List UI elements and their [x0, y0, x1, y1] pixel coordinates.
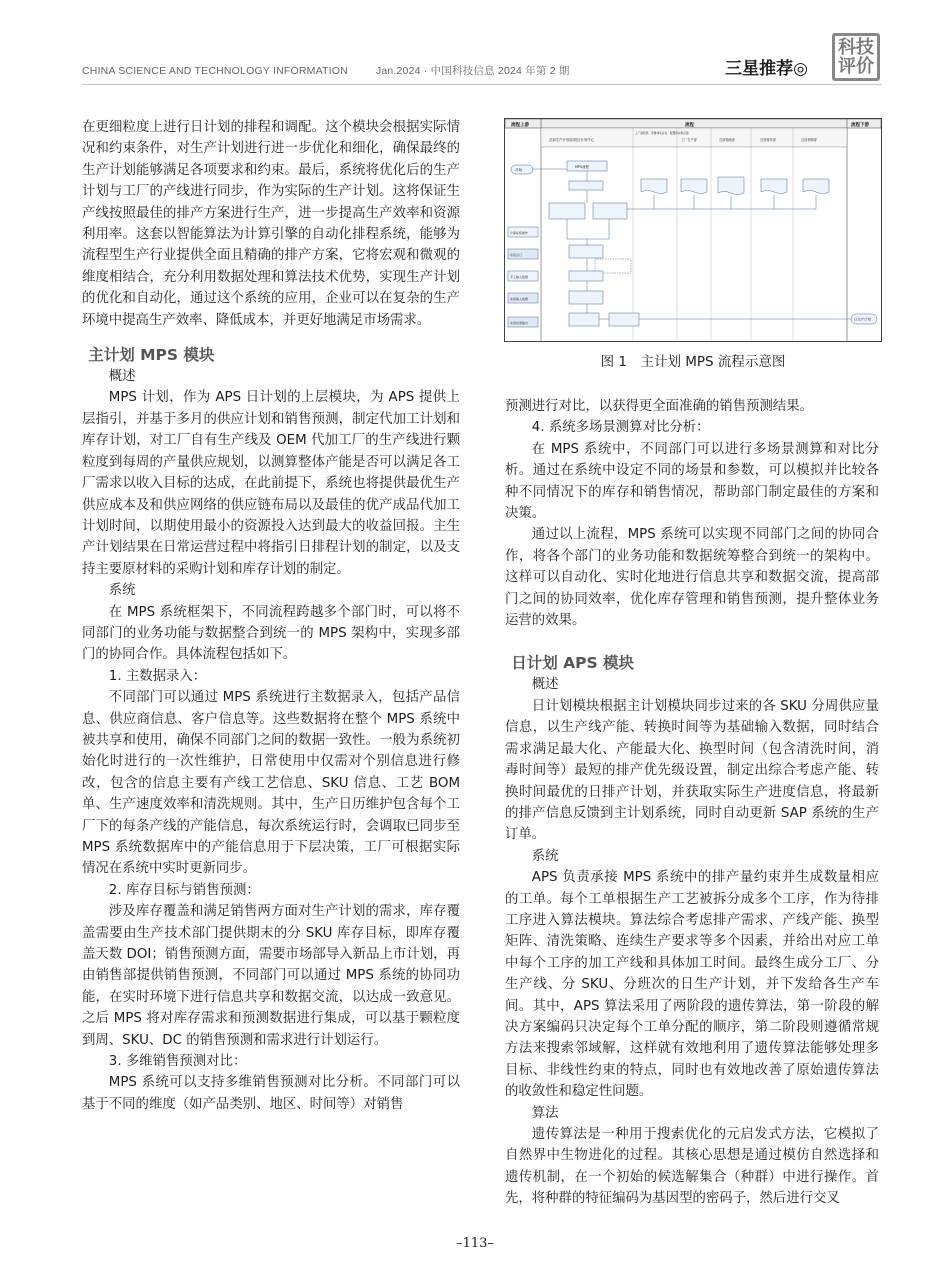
page-number: –113– [456, 1236, 494, 1251]
lane-header-6: 总部采购部 [801, 138, 817, 142]
item4-text: 在 MPS 系统中，不同部门可以进行多场景测算和对比分析。通过在系统中设定不同的场景和参数，可以模拟并比较各种不同情况下的库存和销售情况，帮助部门制定最佳的方案和决策。 [505, 441, 879, 522]
lane-header-5: 总部财务部 [760, 138, 776, 142]
continued-text: 预测进行对比，以获得更全面准确的销售预测结果。 [505, 399, 813, 414]
lane-header-2: 工厂销售部、部署体系业务、配置库存供应链 [635, 131, 689, 135]
side-item-5: 系统结果输出 [510, 321, 529, 325]
side-item-2: 系统运行 [510, 253, 523, 257]
aps-system-label: 系统 [531, 848, 559, 864]
aps-overview-text: 日计划模块根据主计划模块同步过来的各 SKU 分周供应量信息，以生产线产能、转换时间等为基础输入数据，同时结合需求满足最大化、产能最大化、换型时间（包含清洗时间，消毒时间等）最短的排产优先级设置，制定出综合考虑产能、转换时间最优的日排产计划，并获取实际生产进度信息，将最新的排产信息反馈到主计划系统，同时自动更新 SAP 系统的生产订单。 [505, 698, 879, 843]
summary-text: 通过以上流程，MPS 系统可以实现不同部门之间的协同合作，将各个部门的业务功能和数据统筹整合到统一的架构中。这样可以自动化、实时化地进行信息共享和数据交流，提高部门之间的协同效率，优化库存管理和销售预测，提升整体业务运营的效果。 [505, 527, 879, 629]
item4-title: 4. 系统多场景测算对比分析： [531, 420, 710, 436]
item1-title: 1. 主数据录入： [108, 668, 207, 684]
intro-paragraph: 在更细粒度上进行日计划的排程和调配。这个模块会根据实际情况和约束条件，对生产计划进行进一步优化和细化，确保最终的生产计划能够满足各项要求和约束。最后，系统将优化后的生产计划与工厂的产线进行同步，作为实际的生产计划。这将保证生产线按照最佳的排产方案进行生产，进一步提高生产效率和资源利用率。这套以智能算法为计算引擎的自动化排程系统，能够为流程型生产行业提供全面且精确的排产方案，它将宏观和微观的维度相结合，充分利用数据处理和算法技术优势，实现生产计划的优化和自动化，通过这个系统的应用，企业可以在复杂的生产环境中提高生产效率、降低成本，并更好地满足市场需求。 [82, 120, 460, 328]
node-start: 开始 [515, 168, 523, 172]
right-column [505, 396, 879, 1210]
side-item-1: 计算系统操作 [510, 231, 529, 235]
running-header [82, 63, 570, 78]
band-label-upstream: 流程上游 [511, 123, 529, 128]
side-item-4: 系统输入数据 [510, 297, 529, 301]
mps-overview-label: 概述 [108, 369, 136, 385]
figure-caption: 图 1 主计划 MPS 流程示意图 [600, 354, 786, 370]
algorithm-label: 算法 [531, 1105, 559, 1121]
logo-line-1: 科技 [838, 37, 874, 58]
item3-title: 3. 多维销售预测对比： [108, 1054, 247, 1070]
item1-text: 不同部门可以通过 MPS 系统进行主数据录入，包括产品信息、供应商信息、客户信息等。这些数据将在整个 MPS 系统中被共享和使用，确保不同部门之间的数据一致性。一般为系统初始化时进行的一次性维护，日常使用中仅需对个别信息进行修改，包含的信息主要有产线工艺信息、SKU 信息、工艺 BOM 单、生产速度效率和清洗规则。其中，生产日历维护包含每个工厂下的每条产线的产能信息，每次系统运行时，会调取已同步至 MPS 系统数据库中的产能信息用于下层决策，工厂可根据实际情况在系统中实时更新同步。 [82, 690, 460, 877]
band-label-process: 流程 [685, 123, 694, 128]
algorithm-text: 遗传算法是一种用于搜索优化的元启发式方法，它模拟了自然界中生物进化的过程。其核心思想是通过模仿自然选择和遗传机制，在一个初始的候选解集合（种群）中进行操作。首先，将种群的特征编码为基因型的密码子，然后进行交叉 [505, 1127, 879, 1207]
item3-text: MPS 系统可以支持多维销售预测对比分析。不同部门可以基于不同的维度（如产品类别、地区、时间等）对销售 [82, 1075, 460, 1112]
issue-info: Jan.2024 · 中国科技信息 2024 年第 2 期 [375, 65, 570, 77]
journal-name: CHINA SCIENCE AND TECHNOLOGY INFORMATION [82, 65, 348, 77]
node-daily-plan: 日生产计划 [854, 317, 871, 322]
aps-system-text: APS 负责承接 MPS 系统中的排产量约束并生成数量相应的工单。每个工单根据生产工艺被拆分成多个工序，作为待排工序进入算法模块。算法综合考虑排产需求、产线产能、换型矩阵、清洗策略、连续生产要求等多个因素，并给出对应工单中每个工序的加工产线和具体加工时间。最终生成分工厂、分生产线、分 SKU、分班次的日生产计划，并下发给各生产车间。其中，APS 算法采用了两阶段的遗传算法，第一阶段的解决方案编码只决定每个工单分配的顺序，第二阶段则遵循常规方法来搜索邻域解，这样就有效地利用了遗传算法能够处理多目标、非线性约束的特点，同时也有效地改善了原始遗传算法的收敛性和稳定性问题。 [505, 870, 879, 1100]
item2-text: 涉及库存覆盖和满足销售两方面对生产计划的需求，库存覆盖需要由生产技术部门提供期末的分 SKU 库存目标，即库存覆盖天数 DOI；销售预测方面，需要市场部导入新品上市计划，再由销售部提供销售预测，不同部门可以通过 MPS 系统的协同功能，在实时环境下进行信息共享和数据交流，以达成一致意见。之后 MPS 将对库存需求和预测数据进行集成，可以基于颗粒度到周、SKU、DC 的销售预测和需求进行计划运行。 [82, 904, 460, 1048]
lane-header-4: 总部物流部 [719, 138, 735, 142]
aps-overview-label: 概述 [531, 677, 559, 693]
left-column [82, 117, 460, 1115]
lane-header-1: 总部生产计划部/供应计划中心 [549, 138, 595, 142]
item2-title: 2. 库存目标与销售预测： [108, 882, 260, 898]
section-tag: 三星推荐◎ [725, 59, 808, 79]
side-item-3: 手工输入数据 [510, 275, 529, 279]
section-logo [832, 33, 880, 81]
node-mps: MPS流程 [575, 165, 589, 169]
mps-overview-text: MPS 计划，作为 APS 日计划的上层模块，为 APS 提供上层指引，并基于多月的供应计划和销售预测，制定代加工计划和库存计划，对工厂自有生产线及 OEM 代加工厂的生产线进行颗粒度到每周的产量供应规划，以测算整体产能是否可以满足各工厂需求以收入目标的达成，在此前提下，系统也将提供最优生产供应成本及和供应网络的供应链布局以及最佳的优产成品代加工计划时间，以期使用最小的资源投入达到最大的收益回报。主生产计划结果在日常运营过程中将指引日排程计划的制定，以及支持主要原材料的采购计划和库存计划的制定。 [82, 390, 460, 577]
mps-flowchart-figure [504, 118, 882, 342]
header-rule [82, 84, 882, 85]
mps-heading: 主计划 MPS 模块 [88, 346, 215, 365]
mps-system-label: 系统 [108, 583, 136, 599]
band-label-downstream: 流程下游 [851, 123, 869, 128]
mps-system-text: 在 MPS 系统框架下，不同流程跨越多个部门时，可以将不同部门的业务功能与数据整合到统一的 MPS 架构中，实现多部门的协同合作。具体流程包括如下。 [82, 604, 460, 663]
lane-header-3: 工厂生产部 [681, 138, 697, 142]
logo-line-2: 评价 [838, 56, 874, 77]
aps-heading: 日计划 APS 模块 [511, 654, 634, 673]
